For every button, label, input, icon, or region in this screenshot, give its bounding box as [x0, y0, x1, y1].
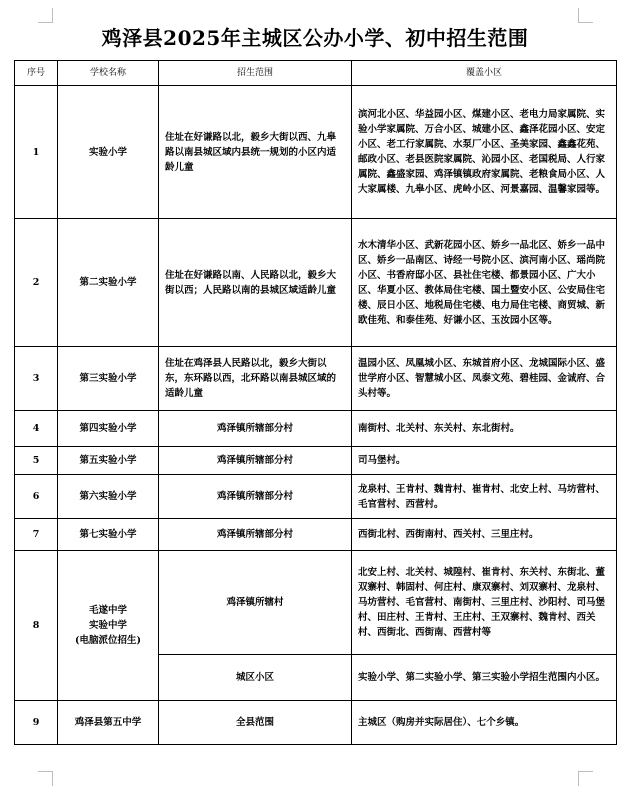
row-index: 2 [15, 219, 58, 347]
school-name: 第五实验小学 [58, 447, 159, 475]
header-index: 序号 [15, 61, 58, 86]
crop-mark-bottom-right [578, 771, 593, 786]
crop-mark-bottom-left [38, 771, 53, 786]
document-title: 鸡泽县2025年主城区公办小学、初中招生范围 [101, 26, 529, 50]
covered-areas: 司马堡村。 [352, 447, 617, 475]
covered-areas: 西街北村、西街南村、西关村、三里庄村。 [352, 519, 617, 551]
row-index: 5 [15, 447, 58, 475]
school-name: 第七实验小学 [58, 519, 159, 551]
school-name: 毛遂中学 实验中学 (电脑派位招生) [58, 551, 159, 701]
row-index: 9 [15, 701, 58, 745]
covered-areas: 龙泉村、王肯村、魏肯村、崔肯村、北安上村、马坊营村、毛官营村、西营村。 [352, 475, 617, 519]
table-row [15, 347, 617, 411]
enrollment-scope: 住址在好谦路以南、人民路以北，毅乡大街以西；人民路以南的县城区域适龄儿童 [159, 219, 352, 347]
table-row [15, 551, 617, 655]
row-index: 3 [15, 347, 58, 411]
enrollment-table [14, 60, 617, 745]
row-index: 1 [15, 86, 58, 219]
school-name: 实验小学 [58, 86, 159, 219]
enrollment-scope: 住址在鸡泽县人民路以北，毅乡大街以东，东环路以西，北环路以南县城区域的适龄儿童 [159, 347, 352, 411]
row-index: 7 [15, 519, 58, 551]
covered-areas: 北安上村、北关村、城隍村、崔肯村、东关村、东街北、董双寨村、韩固村、何庄村、康双寨村、刘双寨村、龙泉村、马坊营村、毛官营村、南街村、三里庄村、沙阳村、司马堡村、田庄村、王肯村、王庄村、王双寨村、魏肯村、西关村、西街北、西街南、西营村等 [352, 551, 617, 655]
table-row [15, 447, 617, 475]
header-covered-areas: 覆盖小区 [352, 61, 617, 86]
table-row [15, 411, 617, 447]
school-name: 第六实验小学 [58, 475, 159, 519]
enrollment-scope: 鸡泽镇所辖部分村 [159, 519, 352, 551]
enrollment-scope: 鸡泽镇所辖部分村 [159, 475, 352, 519]
covered-areas: 南街村、北关村、东关村、东北街村。 [352, 411, 617, 447]
header-school-name: 学校名称 [58, 61, 159, 86]
enrollment-scope: 城区小区 [159, 655, 352, 701]
table-row [15, 701, 617, 745]
covered-areas: 水木清华小区、武新花园小区、娇乡一品北区、娇乡一品中区、娇乡一品南区、诗经一号院小区、滨河南小区、瑶尚院小区、书香府邸小区、县社住宅楼、都景园小区、广大小区、华夏小区、教体局住宅楼、国土暨安小区、公安局住宅楼、辰日小区、地税局住宅楼、电力局住宅楼、商贸城、新欧佳苑、和泰佳苑、好谦小区、玉汝园小区等。 [352, 219, 617, 347]
row-index: 4 [15, 411, 58, 447]
enrollment-scope: 住址在好谦路以北，毅乡大街以西、九皋路以南县城区域内县统一规划的小区内适龄儿童 [159, 86, 352, 219]
row-index: 6 [15, 475, 58, 519]
school-name: 第二实验小学 [58, 219, 159, 347]
table-row [15, 219, 617, 347]
crop-mark-top-right [578, 8, 593, 23]
enrollment-scope: 鸡泽镇所辖部分村 [159, 411, 352, 447]
table-row [15, 519, 617, 551]
covered-areas: 滨河北小区、华益园小区、煤建小区、老电力局家属院、实验小学家属院、万合小区、城建小区、鑫泽花园小区、安定小区、老工行家属院、水泵厂小区、圣美家园、鑫鑫花苑、邮政小区、老县医院家属院、沁园小区、老国税局、人行家属院、鑫盛家园、鸡泽镇镇政府家属院、老粮食局小区、人大家属楼、九皋小区、虎岭小区、河景嘉园、温馨家园等。 [352, 86, 617, 219]
header-enrollment-scope: 招生范围 [159, 61, 352, 86]
school-name: 第四实验小学 [58, 411, 159, 447]
table-header-row [15, 61, 617, 86]
school-name: 鸡泽县第五中学 [58, 701, 159, 745]
enrollment-scope: 鸡泽镇所辖村 [159, 551, 352, 655]
crop-mark-top-left [38, 8, 53, 23]
covered-areas: 温园小区、凤凰城小区、东城首府小区、龙城国际小区、盛世学府小区、智慧城小区、凤泰文苑、碧桂园、金诚府、合头村等。 [352, 347, 617, 411]
table-row [15, 475, 617, 519]
table-row [15, 86, 617, 219]
enrollment-scope: 全县范围 [159, 701, 352, 745]
covered-areas: 主城区（购房并实际居住）、七个乡镇。 [352, 701, 617, 745]
row-index: 8 [15, 551, 58, 701]
school-name: 第三实验小学 [58, 347, 159, 411]
covered-areas: 实验小学、第二实验小学、第三实验小学招生范围内小区。 [352, 655, 617, 701]
enrollment-scope: 鸡泽镇所辖部分村 [159, 447, 352, 475]
